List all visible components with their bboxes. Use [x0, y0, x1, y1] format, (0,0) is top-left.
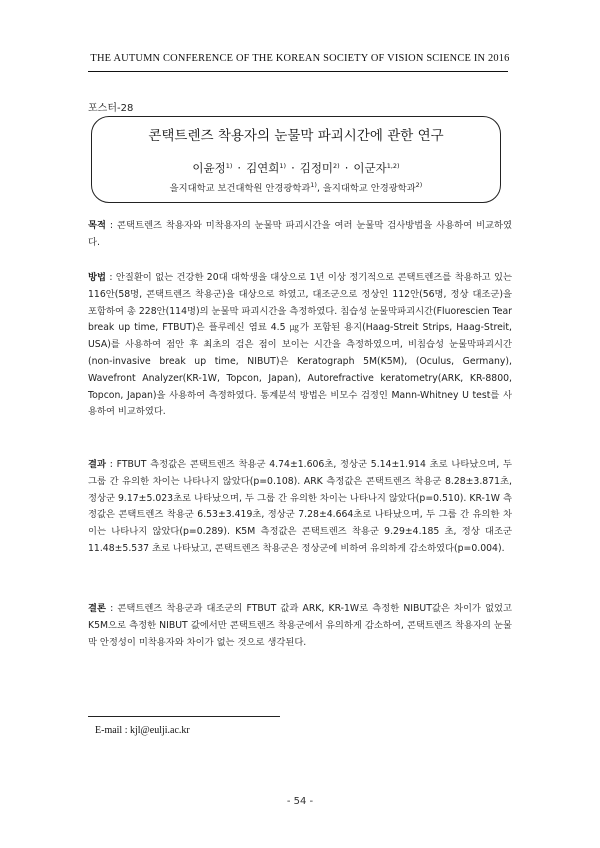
section-label: 방법 — [88, 272, 106, 283]
author-separator: · — [237, 161, 242, 175]
footnote-rule — [88, 716, 280, 717]
purpose-section: 목적 : 콘택트렌즈 착용자와 미착용자의 눈물막 파괴시간을 여러 눈물막 검사방법을 사용하여 비교하였다. — [88, 220, 512, 248]
section-label: 결과 — [88, 459, 106, 470]
methods-section: 방법 : 안질환이 없는 건강한 20대 대학생을 대상으로 1년 이상 정기적으로 콘택트렌즈를 착용하고 있는 116안(58명, 콘택트렌즈 착용군)을 대상으로 하였고, 대조군으로 정상인 112안(56명, 정상 대조군)을 포함하여 총 228안(114명)의 눈물막 파괴시간을 측정하였다. 침습성 눈물막파괴시간(Fluorescien Tear break up time, FTBUT)은 플루레신 염료 4.5 ㎍가 포함된 용지(Haag-Streit Strips, Haag-Streit, USA)를 사용하여 점안 후 최초의 검은 점이 보이는 시간을 측정하였으며, 비침습성 눈물막파괴시간(non-invasive break up time, NIBUT)은 Keratograph 5M(K5M), (Oculus, Germany), Wavefront Analyzer(KR-1W, Topcon, Japan), Autorefractive keratometry(ARK, KR-8800, Topcon, Japan)을 사용하여 측정하였다. 통계분석 방법은 비모수 검정인 Mann-Whitney U test를 사용하여 비교하였다. — [88, 272, 512, 418]
section-body: 안질환이 없는 건강한 20대 대학생을 대상으로 1년 이상 정기적으로 콘택트렌즈를 착용하고 있는 116안(58명, 콘택트렌즈 착용군)을 대상으로 하였고, 대조군으로 정상인 112안(56명, 정상 대조군)을 포함하여 총 228안(114명)의 눈물막 파괴시간을 측정하였다. 침습성 눈물막파괴시간(Fluorescien Tear break up time, FTBUT)은 플루레신 염료 4.5 ㎍가 포함된 용지(Haag-Streit Strips, Haag-Streit, USA)를 사용하여 점안 후 최초의 검은 점이 보이는 시간을 측정하였으며, 비침습성 눈물막파괴시간(non-invasive break up time, NIBUT)은 Keratograph 5M(K5M), (Oculus, Germany), Wavefront Analyzer(KR-1W, Topcon, Japan), Autorefractive keratometry(ARK, KR-8800, Topcon, Japan)을 사용하여 측정하였다. 통계분석 방법은 비모수 검정인 Mann-Whitney U test를 사용하여 비교하였다. — [88, 272, 512, 418]
conference-header: THE AUTUMN CONFERENCE OF THE KOREAN SOCIETY OF VISION SCIENCE IN 2016 — [90, 53, 510, 64]
author: 김연희$^{1)}$ — [246, 161, 287, 175]
section-body: 콘택트렌즈 착용자와 미착용자의 눈물막 파괴시간을 여러 눈물막 검사방법을 사용하여 비교하였다. — [88, 220, 512, 248]
email-footnote: E-mail : kjl@eulji.ac.kr — [95, 725, 190, 736]
author: 이군자$^{1,2)}$ — [353, 161, 400, 175]
page-number: - 54 - — [286, 796, 314, 807]
section-label: 결론 — [88, 603, 106, 614]
header-rule — [88, 71, 508, 72]
affiliation: 을지대학교 보건대학원 안경광학과$^{1)}$, 을지대학교 안경광학과$^{2)}$ — [169, 181, 423, 194]
author-separator: · — [344, 161, 349, 175]
poster-id: 포스터-28 — [88, 103, 134, 114]
author-separator: · — [291, 161, 295, 175]
section-label: 목적 — [88, 220, 106, 231]
section-body: FTBUT 측정값은 콘택트렌즈 착용군 4.74±1.606초, 정상군 5.14±1.914 초로 나타났으며, 두 그룹 간 유의한 차이는 나타나지 않았다(p=0.108). ARK 측정값은 콘택트렌즈 착용군 8.28±3.871초, 정상군 9.17±5.023초로 나타났으며, 두 그룹 간 유의한 차이는 나타나지 않았다(p=0.510). KR-1W 측정값은 콘택트렌즈 착용군 6.53±3.419초, 정상군 7.28±4.664초로 나타났으며, 두 그룹 간 유의한 차이는 나타나지 않았다(p=0.289). K5M 측정값은 콘택트렌즈 착용군 9.29±4.185 초, 정상 대조군 11.48±5.537 초로 나타났고, 콘택트렌즈 착용군은 정상군에 비하여 유의하게 감소하였다(p=0.004). — [88, 459, 513, 554]
title-box — [91, 116, 501, 203]
section-body: 콘택트렌즈 착용군과 대조군의 FTBUT 값과 ARK, KR-1W로 측정한 NIBUT값은 차이가 없었고 K5M으로 측정한 NIBUT 값에서만 콘택트렌즈 착용군에서 유의하게 감소하여, 콘택트렌즈 착용자의 눈물막 안정성이 미착용자와 차이가 없는 것으로 생각된다. — [88, 603, 512, 648]
results-section: 결과 : FTBUT 측정값은 콘택트렌즈 착용군 4.74±1.606초, 정상군 5.14±1.914 초로 나타났으며, 두 그룹 간 유의한 차이는 나타나지 않았다(p=0.108). ARK 측정값은 콘택트렌즈 착용군 8.28±3.871초, 정상군 9.17±5.023초로 나타났으며, 두 그룹 간 유의한 차이는 나타나지 않았다(p=0.510). KR-1W 측정값은 콘택트렌즈 착용군 6.53±3.419초, 정상군 7.28±4.664초로 나타났으며, 두 그룹 간 유의한 차이는 나타나지 않았다(p=0.289). K5M 측정값은 콘택트렌즈 착용군 9.29±4.185 초, 정상 대조군 11.48±5.537 초로 나타났고, 콘택트렌즈 착용군은 정상군에 비하여 유의하게 감소하였다(p=0.004). — [88, 459, 513, 554]
paper-title: 콘택트렌즈 착용자의 눈물막 파괴시간에 관한 연구 — [148, 128, 444, 144]
author: 김정미$^{2)}$ — [299, 161, 340, 175]
author: 이윤정$^{1)}$ — [192, 161, 233, 175]
conclusion-section: 결론 : 콘택트렌즈 착용군과 대조군의 FTBUT 값과 ARK, KR-1W로 측정한 NIBUT값은 차이가 없었고 K5M으로 측정한 NIBUT 값에서만 콘택트렌즈 착용군에서 유의하게 감소하여, 콘택트렌즈 착용자의 눈물막 안정성이 미착용자와 차이가 없는 것으로 생각된다. — [88, 603, 512, 648]
author-list — [92, 160, 500, 176]
